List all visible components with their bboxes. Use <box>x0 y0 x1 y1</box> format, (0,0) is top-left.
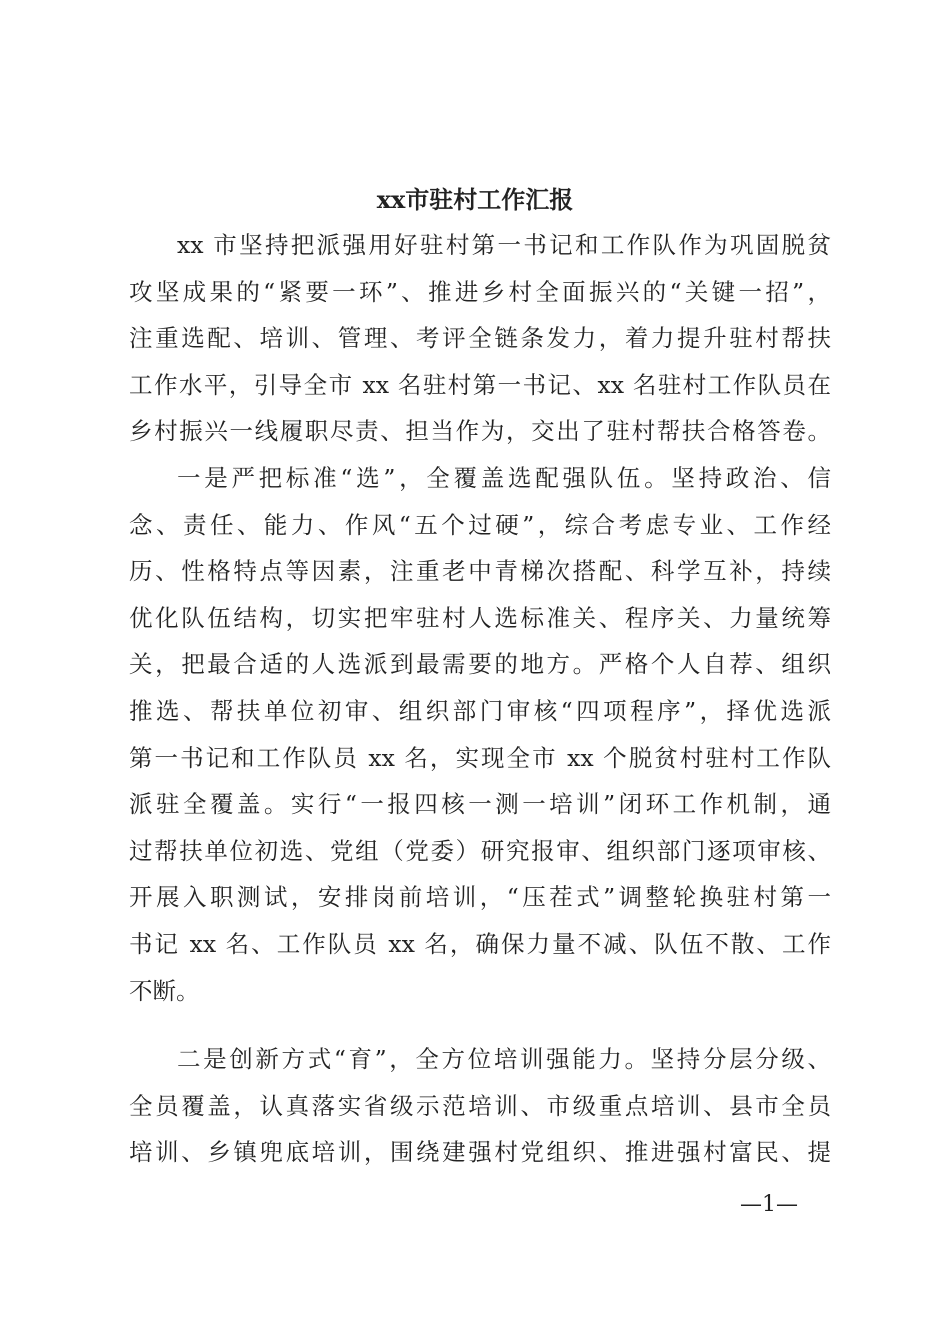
text-line: 攻坚成果的“紧要一环”、推进乡村全面振兴的“关键一招”， <box>129 277 831 306</box>
text-line: 培训、乡镇兜底培训，围绕建强村党组织、推进强村富民、提 <box>129 1138 831 1167</box>
section-one-paragraph <box>129 455 831 1014</box>
text-line: 历、性格特点等因素，注重老中青梯次搭配、科学互补，持续 <box>129 557 831 586</box>
text-line: 注重选配、培训、管理、考评全链条发力，着力提升驻村帮扶 <box>129 324 831 353</box>
text-line: 乡村振兴一线履职尽责、担当作为，交出了驻村帮扶合格答卷。 <box>129 417 831 446</box>
text-line: 开展入职测试，安排岗前培训，“压茬式”调整轮换驻村第一 <box>129 883 831 912</box>
text-line: 推选、帮扶单位初审、组织部门审核“四项程序”，择优选派 <box>129 696 831 725</box>
section-two-paragraph <box>129 1036 831 1176</box>
text-line: 关，把最合适的人选派到最需要的地方。严格个人自荐、组织 <box>129 650 831 679</box>
text-line: 二是创新方式“育”，全方位培训强能力。坚持分层分级、 <box>177 1045 831 1074</box>
text-line: 优化队伍结构，切实把牢驻村人选标准关、程序关、力量统筹 <box>129 603 831 632</box>
text-line: 派驻全覆盖。实行“一报四核一测一培训”闭环工作机制，通 <box>129 790 831 819</box>
text-line: 全员覆盖，认真落实省级示范培训、市级重点培训、县市全员 <box>129 1091 831 1120</box>
document-title: xx市驻村工作汇报 <box>376 185 574 214</box>
text-line: 过帮扶单位初选、党组（党委）研究报审、组织部门逐项审核、 <box>129 836 831 865</box>
text-line: 书记 xx 名、工作队员 xx 名，确保力量不减、队伍不散、工作 <box>129 929 831 958</box>
intro-paragraph <box>129 222 831 455</box>
text-line: 工作水平，引导全市 xx 名驻村第一书记、xx 名驻村工作队员在 <box>129 370 831 399</box>
text-line: 念、责任、能力、作风“五个过硬”，综合考虑专业、工作经 <box>129 510 831 539</box>
text-line: xx 市坚持把派强用好驻村第一书记和工作队作为巩固脱贫 <box>177 231 831 259</box>
page-number: —1— <box>740 1192 798 1217</box>
document-body <box>129 222 831 1176</box>
text-line: 一是严把标准“选”，全覆盖选配强队伍。坚持政治、信 <box>177 463 831 492</box>
text-line: 不断。 <box>129 976 200 1005</box>
text-line: 第一书记和工作队员 xx 名，实现全市 xx 个脱贫村驻村工作队 <box>129 743 831 772</box>
